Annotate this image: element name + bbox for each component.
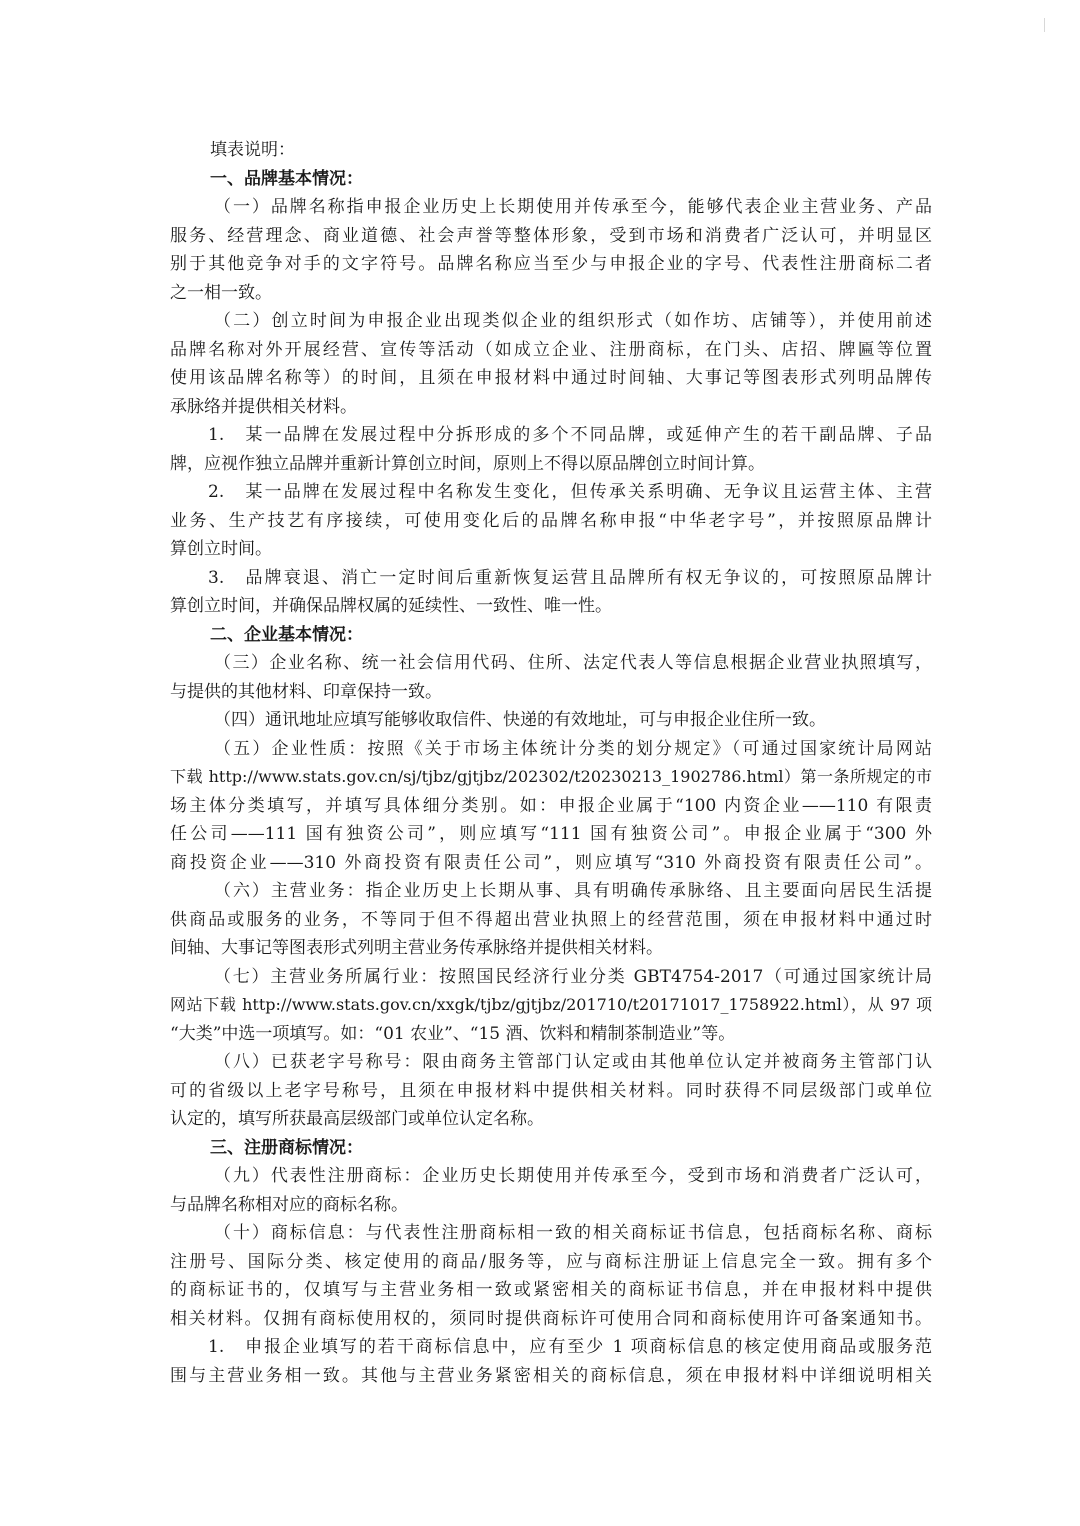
paragraph-line: 供商品或服务的业务，不等同于但不得超出营业执照上的经营范围，须在申报材料中通过时 <box>170 909 932 930</box>
paragraph-line: 承脉络并提供相关材料。 <box>170 396 357 417</box>
paragraph-line: （三）企业名称、统一社会信用代码、住所、法定代表人等信息根据企业营业执照填写， <box>214 653 932 673</box>
paragraph-item-1 <box>170 421 932 478</box>
paragraph-line: 业务、生产技艺有序接续，可使用变化后的品牌名称申报“中华老字号”，并按照原品牌计 <box>170 510 932 531</box>
paragraph-line: 服务、经营理念、商业道德、社会声誉等整体形象，受到市场和消费者广泛认可，并明显区 <box>170 225 932 246</box>
paragraph-line: “大类”中选一项填写。如：“01 农业”、“15 酒、饮料和精制茶制造业”等。 <box>170 1023 736 1044</box>
paragraph-line: 之一相一致。 <box>170 282 272 303</box>
paragraph-line: 下载 http://www.stats.gov.cn/sj/tjbz/gjtjbz/202302/t20230213_1902786.html）第一条所规定的市 <box>170 767 932 786</box>
paragraph-line: （八）已获老字号称号：限由商务主管部门认定或由其他单位认定并被商务主管部门认 <box>214 1052 932 1072</box>
paragraph-line: （十）商标信息：与代表性注册商标相一致的相关商标证书信息，包括商标名称、商标 <box>214 1223 932 1243</box>
paragraph-line: 使用该品牌名称等）的时间，且须在申报材料中通过时间轴、大事记等图表形式列明品牌传 <box>170 368 932 388</box>
paragraph-representative-trademark <box>170 1162 932 1219</box>
paragraph-line: 3. 品牌衰退、消亡一定时间后重新恢复运营且品牌所有权无争议的，可按照原品牌计 <box>208 567 932 588</box>
section-heading-enterprise: 二、企业基本情况： <box>210 624 363 645</box>
paragraph-line: （四）通讯地址应填写能够收取信件、快递的有效地址，可与申报企业住所一致。 <box>214 710 826 730</box>
paragraph-line: 品牌名称对外开展经营、宣传等活动（如成立企业、注册商标，在门头、店招、牌匾等位置 <box>170 339 932 360</box>
paragraph-enterprise-name <box>170 649 932 706</box>
paragraph-line: 2. 某一品牌在发展过程中名称发生变化，但传承关系明确、无争议且运营主体、主营 <box>208 482 932 502</box>
paragraph-line: （九）代表性注册商标：企业历史长期使用并传承至今，受到市场和消费者广泛认可， <box>214 1166 932 1186</box>
paragraph-line: （二）创立时间为申报企业出现类似企业的组织形式（如作坊、店铺等），并使用前述 <box>214 311 932 331</box>
page-title: 填表说明： <box>210 140 295 160</box>
paragraph-line: 算创立时间。 <box>170 539 272 559</box>
paragraph-line: 牌，应视作独立品牌并重新计算创立时间，原则上不得以原品牌创立时间计算。 <box>170 453 765 474</box>
paragraph-line: 算创立时间，并确保品牌权属的延续性、一致性、唯一性。 <box>170 596 612 616</box>
paragraph-address <box>170 706 932 735</box>
paragraph-line: （一）品牌名称指申报企业历史上长期使用并传承至今，能够代表企业主营业务、产品 <box>214 197 932 217</box>
paragraph-line: （五）企业性质：按照《关于市场主体统计分类的划分规定》（可通过国家统计局网站 <box>214 738 932 759</box>
paragraph-line: 与品牌名称相对应的商标名称。 <box>170 1194 408 1215</box>
paragraph-item-3 <box>170 564 932 621</box>
paragraph-line: 与提供的其他材料、印章保持一致。 <box>170 681 442 702</box>
paragraph-line: （七）主营业务所属行业：按照国民经济行业分类 GBT4754-2017（可通过国家统计局 <box>214 966 932 987</box>
paragraph-enterprise-nature <box>170 735 932 878</box>
paragraph-trademark-info <box>170 1219 932 1333</box>
paragraph-line: 可的省级以上老字号称号，且须在申报材料中提供相关材料。同时获得不同层级部门或单位 <box>170 1080 932 1101</box>
paragraph-founding-time <box>170 307 932 421</box>
section-heading-brand: 一、品牌基本情况： <box>210 168 363 189</box>
document-page <box>170 136 932 1390</box>
paragraph-line: 1. 某一品牌在发展过程中分拆形成的多个不同品牌，或延伸产生的若干副品牌、子品 <box>208 425 932 445</box>
paragraph-line: 任公司——111 国有独资公司”，则应填写“111 国有独资公司”。申报企业属于“300 外 <box>170 824 932 844</box>
paragraph-line: （六）主营业务：指企业历史上长期从事、具有明确传承脉络、且主要面向居民生活提 <box>214 881 932 901</box>
paragraph-industry <box>170 963 932 1049</box>
paragraph-line: 的商标证书的，仅填写与主营业务相一致或紧密相关的商标证书信息，并在申报材料中提供 <box>170 1280 932 1300</box>
paragraph-line: 认定的，填写所获最高层级部门或单位认定名称。 <box>170 1109 544 1129</box>
paragraph-line: 1. 申报企业填写的若干商标信息中，应有至少 1 项商标信息的核定使用商品或服务范 <box>208 1337 932 1357</box>
paragraph-line: 别于其他竞争对手的文字符号。品牌名称应当至少与申报企业的字号、代表性注册商标二者 <box>170 254 932 274</box>
paragraph-brand-name <box>170 193 932 307</box>
paragraph-item-2 <box>170 478 932 564</box>
paragraph-trademark-item-1 <box>170 1333 932 1390</box>
paragraph-line: 场主体分类填写，并填写具体细分类别。如：申报企业属于“100 内资企业——110 有限责 <box>170 795 932 816</box>
paragraph-main-business <box>170 877 932 963</box>
paragraph-line: 商投资企业——310 外商投资有限责任公司”，则应填写“310 外商投资有限责任公司”。 <box>170 852 932 873</box>
section-heading-trademark: 三、注册商标情况： <box>210 1137 363 1158</box>
paragraph-line: 间轴、大事记等图表形式列明主营业务传承脉络并提供相关材料。 <box>170 938 663 958</box>
scan-artifact-mark <box>1044 18 1045 32</box>
paragraph-honor-title <box>170 1048 932 1134</box>
paragraph-line: 注册号、国际分类、核定使用的商品/服务等，应与商标注册证上信息完全一致。拥有多个 <box>170 1251 932 1272</box>
paragraph-line: 相关材料。仅拥有商标使用权的，须同时提供商标许可使用合同和商标使用许可备案通知书。 <box>170 1308 932 1329</box>
paragraph-line: 围与主营业务相一致。其他与主营业务紧密相关的商标信息，须在申报材料中详细说明相关 <box>170 1365 932 1386</box>
paragraph-line: 网站下载 http://www.stats.gov.cn/xxgk/tjbz/gjtjbz/201710/t20171017_1758922.html），从 97 项 <box>170 995 932 1014</box>
